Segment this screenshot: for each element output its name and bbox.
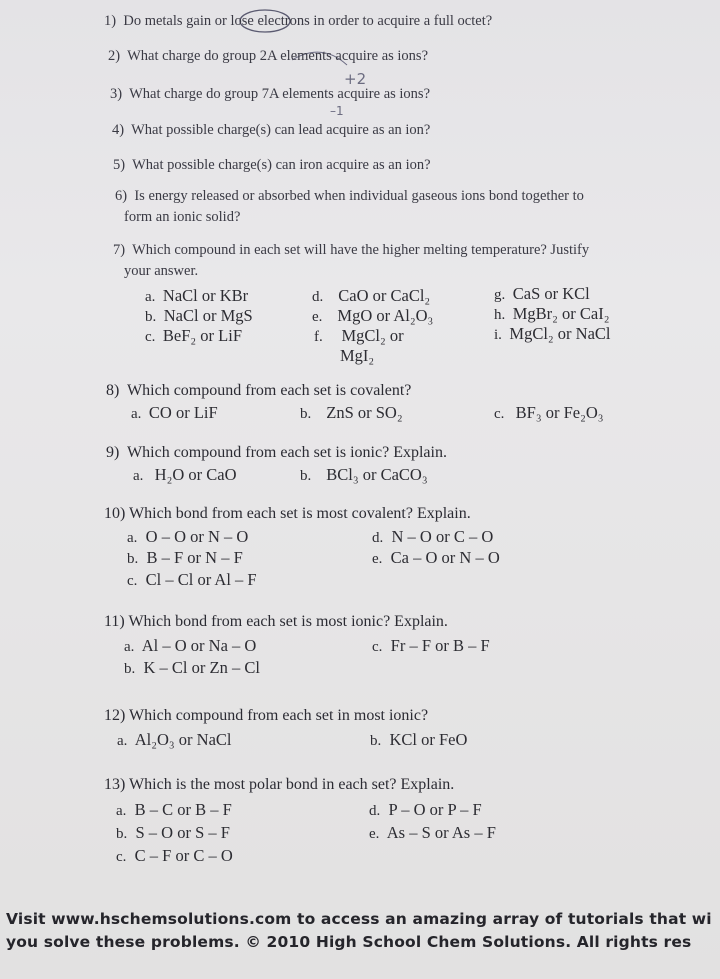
- q8-option-b: b. ZnS or SO₂: [300, 403, 403, 422]
- question-text: What charge do group 2A elements acquire as ions?: [127, 48, 429, 64]
- question-8: [106, 382, 411, 400]
- q7-option-f-continued: MgI₂: [340, 346, 375, 365]
- question-text: Which is the most polar bond in each set? Explain.: [129, 776, 455, 793]
- question-text: Which bond from each set is most covalent? Explain.: [129, 505, 471, 522]
- q7-option-i: i. MgCl₂ or NaCl: [494, 324, 611, 343]
- q7-option-g: g. CaS or KCl: [494, 284, 590, 303]
- question-number: 11): [104, 613, 125, 630]
- question-7: [113, 242, 589, 259]
- question-text: Which compound from each set is ionic? Explain.: [127, 444, 447, 461]
- question-1: [104, 13, 492, 30]
- q13-option-c: c. C – F or C – O: [116, 846, 233, 865]
- q9-option-a: a. H₂O or CaO: [133, 465, 237, 484]
- question-text: Which compound in each set will have the higher melting temperature? Justify: [132, 242, 590, 258]
- question-number: 4): [112, 122, 125, 138]
- q7-option-a: a. NaCl or KBr: [145, 286, 249, 305]
- handwritten-charge-2a: +2: [344, 70, 367, 88]
- question-4: [112, 122, 430, 139]
- question-text: What charge do group 7A elements acquire as ions?: [129, 86, 431, 102]
- question-6-continued: form an ionic solid?: [124, 209, 241, 225]
- q13-option-b: b. S – O or S – F: [116, 823, 230, 842]
- q8-option-a: a. CO or LiF: [131, 403, 218, 422]
- q13-option-a: a. B – C or B – F: [116, 800, 232, 819]
- question-12: [104, 707, 428, 725]
- question-text: What possible charge(s) can lead acquire as an ion?: [131, 122, 431, 138]
- question-10: [104, 505, 471, 523]
- question-number: 9): [106, 444, 120, 461]
- question-7-continued: your answer.: [124, 263, 199, 279]
- q11-option-c: c. Fr – F or B – F: [372, 636, 490, 655]
- question-text: Which bond from each set is most ionic? Explain.: [128, 613, 448, 630]
- question-9: [106, 444, 447, 462]
- question-text: Which compound from each set in most ionic?: [129, 707, 429, 724]
- footer-line-1: Visit www.hschemsolutions.com to access an amazing array of tutorials that wi: [6, 910, 712, 928]
- question-number: 7): [113, 242, 126, 258]
- q11-option-a: a. Al – O or Na – O: [124, 636, 257, 655]
- q12-option-b: b. KCl or FeO: [370, 730, 468, 749]
- question-number: 13): [104, 776, 126, 793]
- q7-option-b: b. NaCl or MgS: [145, 306, 253, 325]
- q10-option-a: a. O – O or N – O: [127, 527, 249, 546]
- q8-option-c: c. BF₃ or Fe₂O₃: [494, 403, 604, 422]
- handwritten-charge-7a: –1: [330, 104, 344, 118]
- q9-option-b: b. BCl₃ or CaCO₃: [300, 465, 428, 484]
- q7-option-f: f. MgCl₂ or: [314, 326, 404, 345]
- question-number: 1): [104, 13, 117, 29]
- question-number: 2): [108, 48, 121, 64]
- q7-option-c: c. BeF₂ or LiF: [145, 326, 243, 345]
- question-number: 5): [113, 157, 126, 173]
- question-11: [104, 613, 448, 631]
- question-number: 6): [115, 188, 128, 204]
- question-number: 10): [104, 505, 126, 522]
- q7-option-e: e. MgO or Al₂O₃: [312, 306, 434, 325]
- question-text: Is energy released or absorbed when individual gaseous ions bond together to: [134, 188, 584, 204]
- q10-option-e: e. Ca – O or N – O: [372, 548, 500, 567]
- question-2: [108, 48, 428, 65]
- footer-line-2: you solve these problems. © 2010 High School Chem Solutions. All rights res: [6, 933, 692, 951]
- question-13: [104, 776, 454, 794]
- q7-option-h: h. MgBr₂ or CaI₂: [494, 304, 610, 323]
- question-number: 3): [110, 86, 123, 102]
- q13-option-e: e. As – S or As – F: [369, 823, 496, 842]
- q13-option-d: d. P – O or P – F: [369, 800, 482, 819]
- q10-option-d: d. N – O or C – O: [372, 527, 494, 546]
- question-number: 12): [104, 707, 126, 724]
- q12-option-a: a. Al₂O₃ or NaCl: [117, 730, 232, 749]
- question-5: [113, 157, 431, 174]
- q10-option-c: c. Cl – Cl or Al – F: [127, 570, 257, 589]
- q11-option-b: b. K – Cl or Zn – Cl: [124, 658, 260, 677]
- question-3: [110, 86, 430, 103]
- question-text: Which compound from each set is covalent?: [127, 382, 412, 399]
- question-text: What possible charge(s) can iron acquire as an ion?: [132, 157, 431, 173]
- question-6: [115, 188, 584, 205]
- q10-option-b: b. B – F or N – F: [127, 548, 243, 567]
- question-text: Do metals gain or lose electrons in order to acquire a full octet?: [123, 13, 493, 29]
- question-number: 8): [106, 382, 120, 399]
- q7-option-d: d. CaO or CaCl₂: [312, 286, 431, 305]
